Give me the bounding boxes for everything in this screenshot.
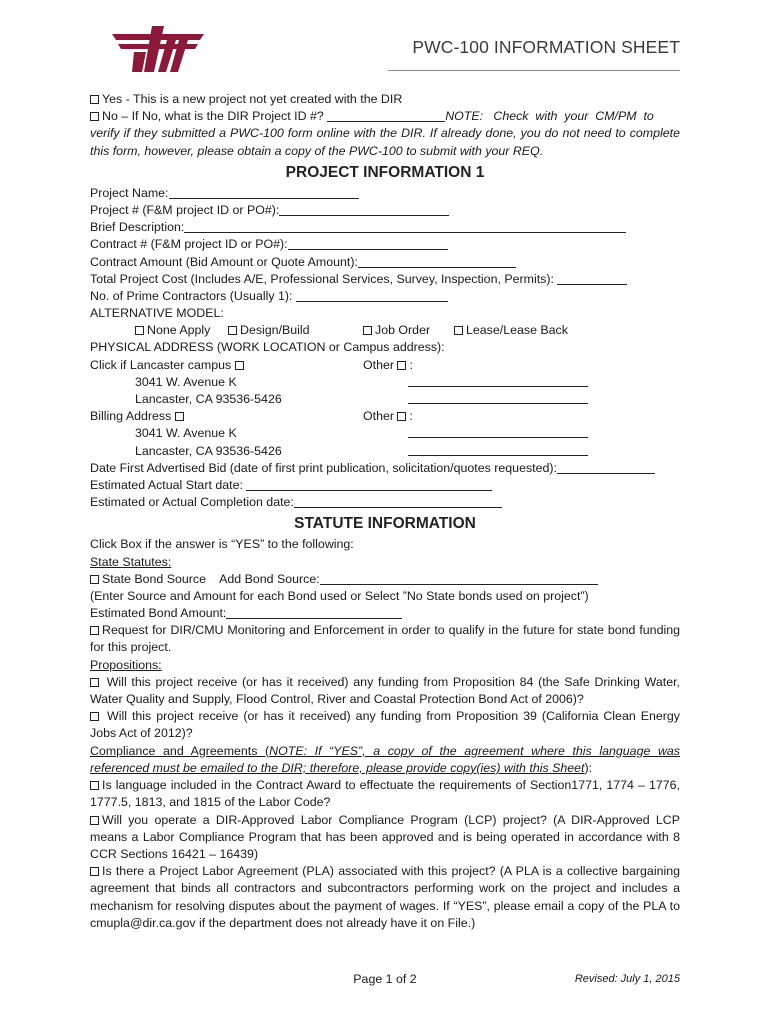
yes-checkbox[interactable] [90,95,99,104]
contract-number-field[interactable] [288,237,448,250]
propositions-heading: Propositions: [90,657,162,672]
design-build-label: Design/Build [240,323,310,338]
billing-other-line2[interactable] [408,443,588,456]
contract-amount-label: Contract Amount (Bid Amount or Quote Amount): [90,254,358,269]
date-advertised-field[interactable] [557,461,655,474]
lcp-text: Will you operate a DIR-Approved Labor Compliance Program (LCP) project? (A DIR-Approved LCP means a Labor Compliance Program that has been approved and is being operated in accordance with 8 CCR Sections 16421 – 16439) [90,812,680,861]
revised-date: Revised: July 1, 2015 [574,973,680,985]
note-text: verify if they submitted a PWC-100 form online with the DIR. If already done, you do not need to complete this form, however, please obtain a copy of the PWC-100 to submit with your REQ. [90,126,680,158]
yes-option-label: Yes - This is a new project not yet created with the DIR [102,92,403,106]
completion-date-field[interactable] [294,495,502,508]
billing-other-checkbox[interactable] [397,412,406,421]
billing-address-line2: Lancaster, CA 93536-5426 [135,443,282,458]
statute-info-heading: STATUTE INFORMATION [294,515,476,533]
job-order-label: Job Order [375,323,431,338]
contract-language-checkbox[interactable] [90,781,99,790]
none-apply-checkbox[interactable] [135,326,144,335]
date-advertised-label: Date First Advertised Bid (date of first print publication, solicitation/quotes requested): [90,460,557,475]
form-body: Yes - This is a new project not yet created with the DIR No – If No, what is the DIR Project ID #? NOTE: Check with your CM/PM to verify if they submitted a PWC-100 form online with the DIR. If already done, you do not need to complete this form, however, please obtain a copy of the PWC-100 to submit with your REQ. PROJECT INFORMATION 1 Project Name: Project # (F&M project ID or PO#): Brief Description: Contract # (F&M project ID or PO#): Contract Amount (Bid Amount or Quote Amount): Total Project Cost (Includes A/E, Professional Services, Survey, Inspection, Permits): No. of Prime Contractors (Usually 1): ALTERNATIVE MODEL: None Apply Design/Build Job Order Lease/Lease Back PHYSICAL ADDRESS (WORK LOCATION or Campus address): Click if Lancaster campus Other : 3041 W. Avenue K Lancaster, CA 93536-5426 Billing Address Other : 3041 W. Avenue K Lancaster, CA 93536-5426 Date First Advertised Bid (date of first print publication, solicitation/quotes requested): Estimated Actual Start date: Estimated or Actual Completion date: STATUTE INFORMATION Click Box if the answer is “YES” to the following: State Statutes: State Bond Source Add Bond Source: (Enter Source and Amount for each Bond used or Select ”No State bonds used on project”) Estimated Bond Amount: Request for DIR/CMU Monitoring and Enforcement in order to qualify in the future for state bond funding for this project. Propositions: Will this project receive (or has it received) any funding from Proposition 84 (the Safe Drinking Water, Water Quality and Supply, Flood Control, River and Coastal Protection Bond Act of 2006)? Will this project receive (or has it received) any funding from Proposition 39 (California Clean Energy Jobs Act of 2012)? Compliance and Agreements (NOTE: If “YES”, a copy of the agreement where this language was referenced must be emailed to the DIR; therefore, please provide copy(ies) with this Sheet): Is language included in the Contract Award to effectuate the requirements of Section1771, 1774 – 1776, 1777.5, 1813, and 1815 of the Labor Code? Will you operate a DIR-Approved Labor Compliance Program (LCP) project? (A DIR-Approved LCP means a Labor Compliance Program that has been approved and is being operated in accordance with 8 CCR Sections 16421 – 16439) Is there a Project Labor Agreement (PLA) associated with this project? (A PLA is a collective bargaining agreement that binds all contractors and subcontractors performing work on the project and includes a mechanism for resolving disputes about the payment of wages. If “YES”, please email a copy of the PLA to cmupla@dir.ca.gov if the department does not already have it on File.) [90,92,680,930]
monitoring-request-checkbox[interactable] [90,626,99,635]
start-date-field[interactable] [246,478,492,491]
bond-amount-label: Estimated Bond Amount: [90,606,227,621]
billing-other-label: Other [363,409,398,424]
project-name-field[interactable] [169,186,359,199]
none-apply-label: None Apply [147,323,211,338]
prop39-checkbox[interactable] [90,712,99,721]
no-checkbox[interactable] [90,112,99,121]
alt-model-label: ALTERNATIVE MODEL: [90,306,224,321]
billing-address-label: Billing Address [90,409,175,424]
pla-text: Is there a Project Labor Agreement (PLA) associated with this project? (A PLA is a collective bargaining agreement that binds all contractors and subcontractors performing work on the project and includes a mechanism for resolving disputes about the payment of wages. If “YES”, please email a copy of the PLA to cmupla@dir.ca.gov if the department does not already have it on File.) [90,864,680,930]
contract-language-text: Is language included in the Contract Award to effectuate the requirements of Section1771, 1774 – 1776, 1777.5, 1813, and 1815 of the Labor Code? [90,778,680,810]
note-lead: NOTE: Check with your CM/PM to [445,109,654,124]
contract-number-label: Contract # (F&M project ID or PO#): [90,237,288,252]
total-cost-field[interactable] [557,272,627,285]
physical-address-line2: Lancaster, CA 93536-5426 [135,392,282,407]
no-option-label: No – If No, what is the DIR Project ID #? [102,109,328,124]
lease-back-checkbox[interactable] [454,326,463,335]
physical-other-line2[interactable] [408,391,588,404]
prime-contractors-field[interactable] [296,289,448,302]
lease-back-label: Lease/Lease Back [466,323,568,338]
prop84-text: Will this project receive (or has it received) any funding from Proposition 84 (the Safe Drinking Water, Water Quality and Supply, Flood Control, River and Coastal Protection Bond Act of 2006)? [90,674,680,707]
billing-address-line1: 3041 W. Avenue K [135,426,237,441]
state-bond-label: State Bond Source Add Bond Source: [102,571,320,586]
prop39-text: Will this project receive (or has it received) any funding from Proposition 39 (California Clean Energy Jobs Act of 2012)? [90,709,680,741]
total-cost-label: Total Project Cost (Includes A/E, Professional Services, Survey, Inspection, Permits): [90,271,558,286]
compliance-close: ): [584,760,593,775]
billing-address-checkbox[interactable] [175,412,184,421]
physical-other-label: Other [363,357,398,372]
click-box-instruction: Click Box if the answer is “YES” to the following: [90,537,354,552]
compliance-note: NOTE: If “YES”, a copy of the agreement where this language was referenced must be emailed to the DIR; therefore, please provide copy(ies) with this Sheet [90,743,680,775]
page-title: PWC-100 INFORMATION SHEET [412,37,680,57]
physical-other-checkbox[interactable] [397,361,406,370]
completion-date-label: Estimated or Actual Completion date: [90,495,294,510]
physical-address-line1: 3041 W. Avenue K [135,374,237,389]
brief-description-label: Brief Description: [90,220,185,235]
billing-other-line1[interactable] [408,425,588,438]
lcp-checkbox[interactable] [90,816,99,825]
state-statutes-heading: State Statutes: [90,554,172,569]
university-logo [112,26,204,72]
project-info-heading: PROJECT INFORMATION 1 [285,163,485,181]
bond-source-instruction: (Enter Source and Amount for each Bond used or Select ”No State bonds used on project”) [90,588,589,603]
project-name-label: Project Name: [90,185,169,200]
project-number-field[interactable] [279,203,449,216]
job-order-checkbox[interactable] [363,326,372,335]
start-date-label: Estimated Actual Start date: [90,477,247,492]
prop84-checkbox[interactable] [90,678,99,687]
monitoring-request-text: Request for DIR/CMU Monitoring and Enforcement in order to qualify in the future for state bond funding for this project. [90,623,680,655]
pla-checkbox[interactable] [90,867,99,876]
physical-address-label: PHYSICAL ADDRESS (WORK LOCATION or Campus address): [90,340,445,355]
prime-contractors-label: No. of Prime Contractors (Usually 1): [90,288,296,303]
lancaster-campus-label: Click if Lancaster campus [90,357,235,372]
brief-description-field[interactable] [184,220,626,233]
contract-amount-field[interactable] [358,255,516,268]
bond-amount-field[interactable] [226,606,402,619]
title-divider [388,70,680,71]
compliance-heading: Compliance and Agreements ( [90,743,270,758]
page-number: Page 1 of 2 [353,972,417,986]
bond-source-field[interactable] [320,572,598,585]
physical-other-line1[interactable] [408,374,588,387]
project-number-label: Project # (F&M project ID or PO#): [90,202,280,217]
dir-project-id-field[interactable] [327,109,445,122]
lancaster-campus-checkbox[interactable] [235,361,244,370]
design-build-checkbox[interactable] [228,326,237,335]
state-bond-checkbox[interactable] [90,575,99,584]
